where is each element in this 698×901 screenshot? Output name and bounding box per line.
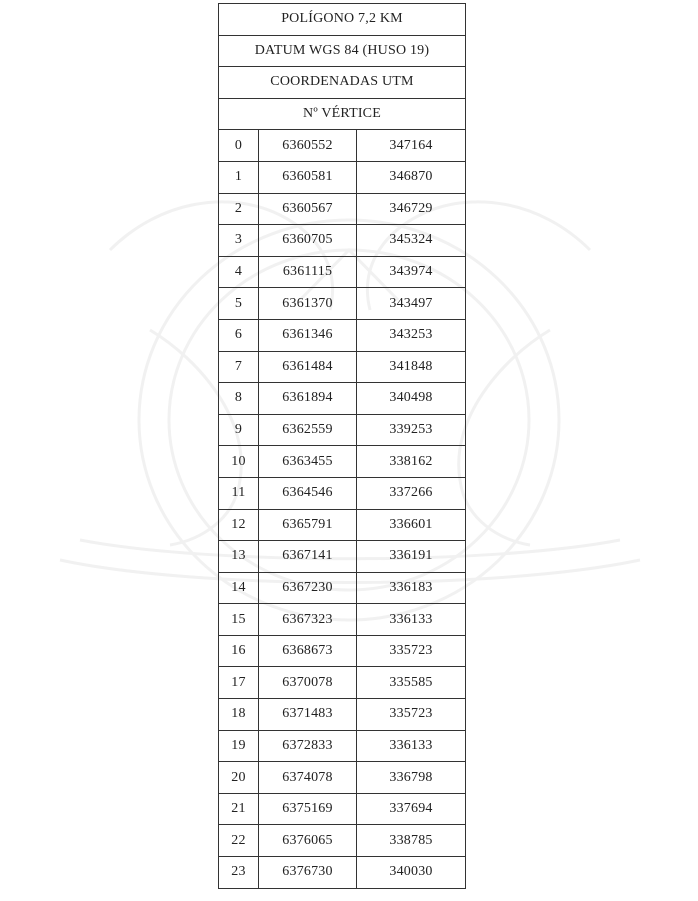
vertex-number: 23 (219, 857, 259, 889)
easting-value: 336133 (357, 604, 466, 636)
vertex-number: 2 (219, 193, 259, 225)
northing-value: 6374078 (259, 762, 357, 794)
table-row (219, 256, 466, 288)
northing-value: 6361115 (259, 256, 357, 288)
easting-value: 341848 (357, 351, 466, 383)
northing-value: 6375169 (259, 793, 357, 825)
table-row (219, 446, 466, 478)
table-row (219, 857, 466, 889)
northing-value: 6361346 (259, 319, 357, 351)
northing-value: 6376065 (259, 825, 357, 857)
vertex-number: 14 (219, 572, 259, 604)
northing-value: 6364546 (259, 477, 357, 509)
northing-value: 6361370 (259, 288, 357, 320)
northing-value: 6360705 (259, 225, 357, 257)
vertex-number: 10 (219, 446, 259, 478)
header-row-datum (219, 35, 466, 67)
table-row (219, 351, 466, 383)
easting-value: 335723 (357, 699, 466, 731)
table-row (219, 225, 466, 257)
table-row (219, 383, 466, 415)
easting-value: 345324 (357, 225, 466, 257)
vertex-number: 8 (219, 383, 259, 415)
northing-value: 6363455 (259, 446, 357, 478)
easting-value: 335585 (357, 667, 466, 699)
easting-value: 343253 (357, 319, 466, 351)
easting-value: 346729 (357, 193, 466, 225)
vertex-number: 18 (219, 699, 259, 731)
table-row (219, 541, 466, 573)
datum-label: DATUM WGS 84 (HUSO 19) (219, 35, 466, 67)
easting-value: 336133 (357, 730, 466, 762)
coordinates-table (218, 3, 466, 889)
header-row-coords (219, 67, 466, 99)
easting-value: 336183 (357, 572, 466, 604)
vertex-number: 22 (219, 825, 259, 857)
easting-value: 346870 (357, 161, 466, 193)
coordinate-type-label: COORDENADAS UTM (219, 67, 466, 99)
table-row (219, 699, 466, 731)
easting-value: 343974 (357, 256, 466, 288)
table-row (219, 414, 466, 446)
easting-value: 338162 (357, 446, 466, 478)
northing-value: 6371483 (259, 699, 357, 731)
table-row (219, 193, 466, 225)
easting-value: 335723 (357, 635, 466, 667)
vertex-number: 13 (219, 541, 259, 573)
easting-value: 337694 (357, 793, 466, 825)
vertex-number: 15 (219, 604, 259, 636)
northing-value: 6367141 (259, 541, 357, 573)
vertex-number: 20 (219, 762, 259, 794)
table-row (219, 161, 466, 193)
vertex-number: 9 (219, 414, 259, 446)
vertex-number: 5 (219, 288, 259, 320)
vertex-number: 6 (219, 319, 259, 351)
easting-value: 336798 (357, 762, 466, 794)
table-row (219, 762, 466, 794)
vertex-number: 21 (219, 793, 259, 825)
easting-value: 340030 (357, 857, 466, 889)
vertex-number: 7 (219, 351, 259, 383)
northing-value: 6361484 (259, 351, 357, 383)
northing-value: 6360567 (259, 193, 357, 225)
table-row (219, 572, 466, 604)
easting-value: 337266 (357, 477, 466, 509)
vertex-number: 11 (219, 477, 259, 509)
table-row (219, 635, 466, 667)
table-row (219, 730, 466, 762)
northing-value: 6361894 (259, 383, 357, 415)
table-row (219, 604, 466, 636)
easting-value: 336191 (357, 541, 466, 573)
northing-value: 6367230 (259, 572, 357, 604)
northing-value: 6376730 (259, 857, 357, 889)
easting-value: 347164 (357, 130, 466, 162)
northing-value: 6365791 (259, 509, 357, 541)
northing-value: 6368673 (259, 635, 357, 667)
easting-value: 336601 (357, 509, 466, 541)
vertex-number: 1 (219, 161, 259, 193)
vertex-number: 19 (219, 730, 259, 762)
northing-value: 6372833 (259, 730, 357, 762)
northing-value: 6367323 (259, 604, 357, 636)
vertex-number: 0 (219, 130, 259, 162)
northing-value: 6362559 (259, 414, 357, 446)
vertex-number: 4 (219, 256, 259, 288)
table-row (219, 319, 466, 351)
easting-value: 340498 (357, 383, 466, 415)
easting-value: 338785 (357, 825, 466, 857)
vertex-number: 12 (219, 509, 259, 541)
table-row (219, 793, 466, 825)
table-row (219, 130, 466, 162)
northing-value: 6360581 (259, 161, 357, 193)
vertex-number: 16 (219, 635, 259, 667)
table-row (219, 288, 466, 320)
table-row (219, 477, 466, 509)
header-row-title (219, 4, 466, 36)
polygon-title: POLÍGONO 7,2 KM (219, 4, 466, 36)
vertex-number: 3 (219, 225, 259, 257)
vertex-header: Nº VÉRTICE (219, 98, 466, 130)
northing-value: 6370078 (259, 667, 357, 699)
easting-value: 343497 (357, 288, 466, 320)
northing-value: 6360552 (259, 130, 357, 162)
table-row (219, 509, 466, 541)
easting-value: 339253 (357, 414, 466, 446)
table-row (219, 667, 466, 699)
table-row (219, 825, 466, 857)
header-row-vertex (219, 98, 466, 130)
vertex-number: 17 (219, 667, 259, 699)
